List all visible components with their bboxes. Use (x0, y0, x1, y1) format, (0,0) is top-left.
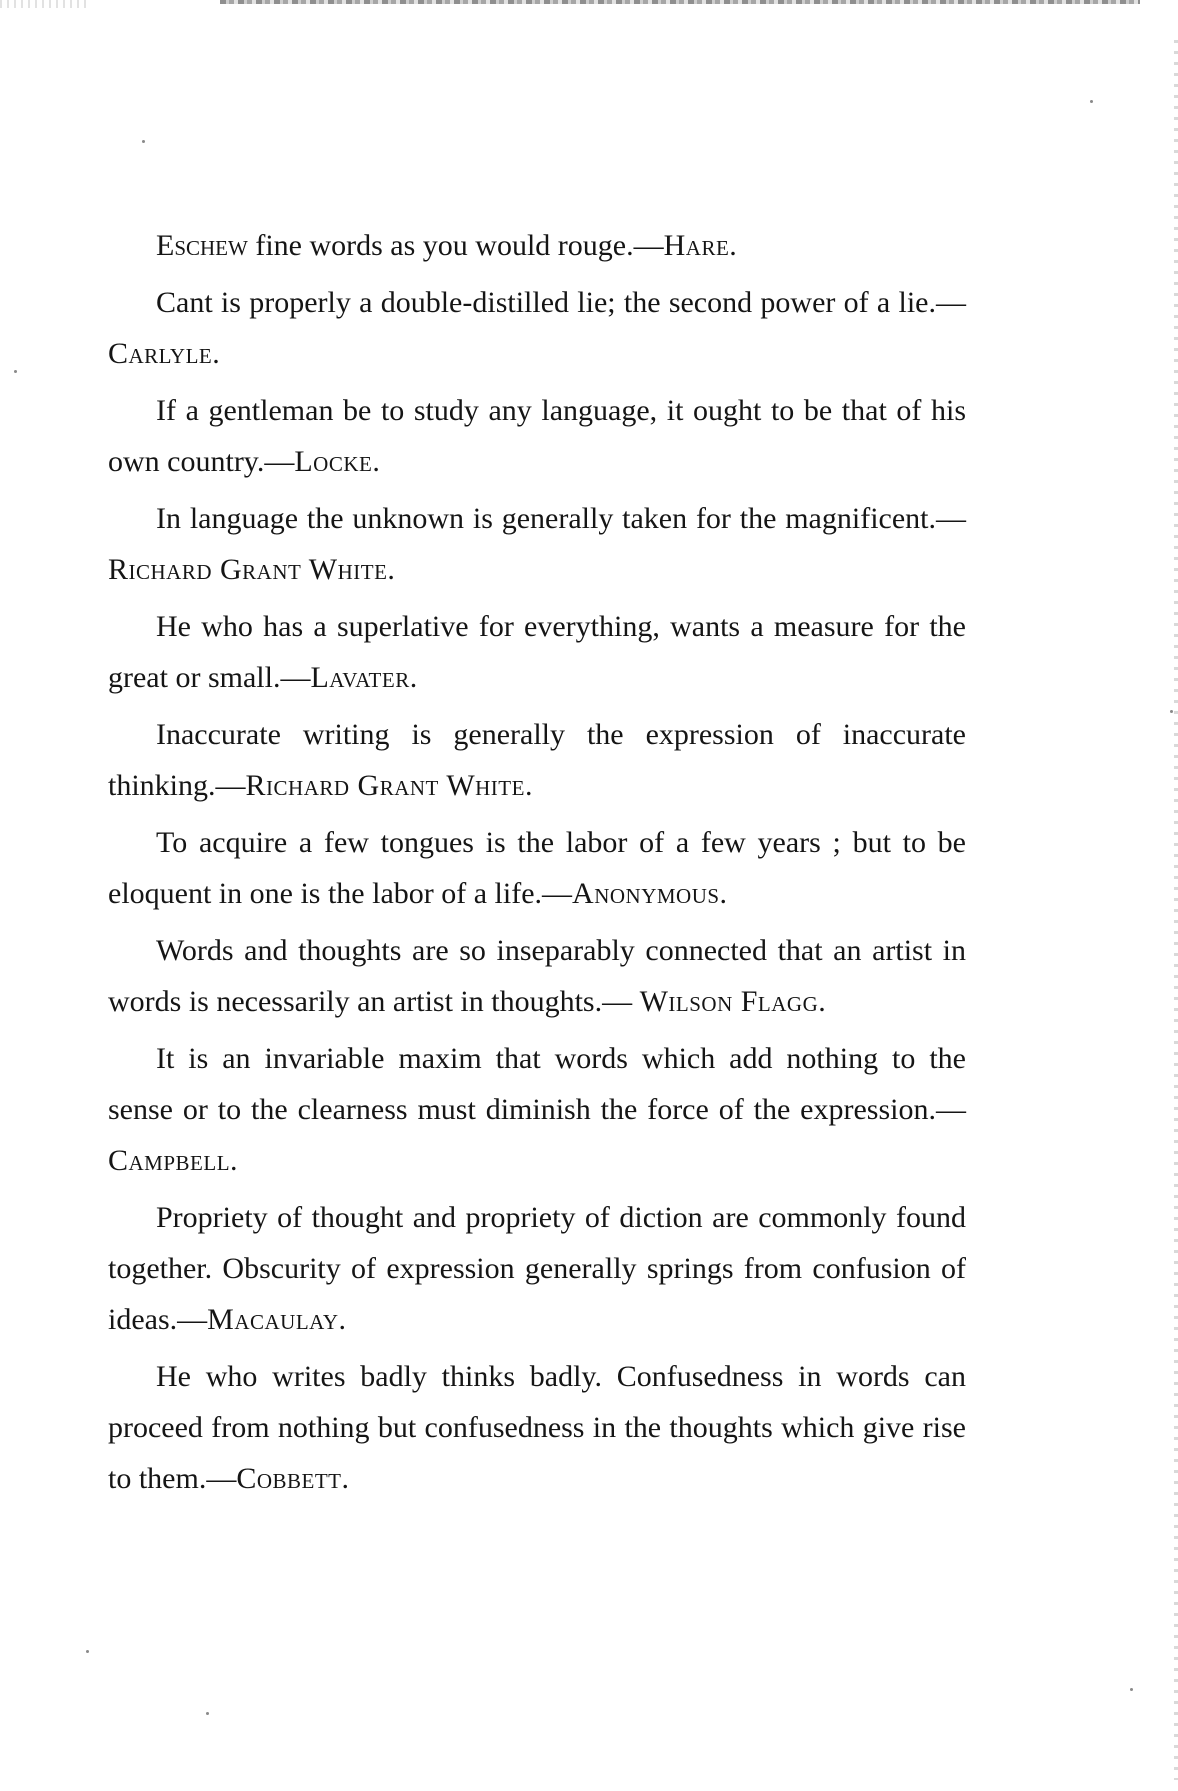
quote-paragraph (108, 925, 966, 1027)
quote-text: To acquire a few tongues is the labor of a few years ; but to be eloquent in one is the labor of a life.— (108, 826, 966, 910)
quote-author: Anonymous. (572, 877, 728, 910)
scan-speck (86, 1650, 89, 1653)
quote-text: If a gentleman be to study any language, it ought to be that of his own country.— (108, 394, 966, 478)
quote-text: Words and thoughts are so inseparably connected that an artist in words is necessarily an artist in thoughts.— (108, 934, 966, 1018)
quote-text: In language the unknown is generally taken for the magnificent.— (156, 502, 966, 535)
quote-paragraph (108, 493, 966, 595)
quotes-column (108, 220, 966, 1510)
quote-author: Campbell. (108, 1144, 239, 1177)
quote-paragraph (108, 277, 966, 379)
quote-paragraph (108, 1351, 966, 1504)
scan-right-edge (1174, 40, 1178, 1780)
scan-speck (1090, 100, 1093, 103)
quote-author: Locke. (294, 445, 381, 478)
quote-text: It is an invariable maxim that words which add nothing to the sense or to the clearness must diminish the force of the expression.— (108, 1042, 966, 1126)
scan-speck (1170, 710, 1173, 713)
quote-author: Richard Grant White. (245, 769, 533, 802)
quote-text: fine words as you would rouge.— (247, 229, 664, 262)
scan-top-edge (220, 0, 1140, 4)
quote-author: Wilson Flagg. (639, 985, 827, 1018)
quote-paragraph (108, 220, 966, 271)
scan-speck (206, 1712, 209, 1715)
quote-text: Cant is properly a double-distilled lie; the second power of a lie.— (156, 286, 966, 319)
quote-paragraph (108, 1033, 966, 1186)
quote-author: Hare. (663, 229, 738, 262)
quote-paragraph (108, 385, 966, 487)
scan-top-left-specks (0, 0, 90, 8)
quote-author: Cobbett. (236, 1462, 350, 1495)
scan-speck (14, 370, 17, 373)
scan-speck (142, 140, 145, 143)
quote-paragraph (108, 817, 966, 919)
quote-text: Propriety of thought and propriety of diction are commonly found together. Obscurity of expression generally springs from confusion of ideas.— (108, 1201, 966, 1336)
quote-text: He who writes badly thinks badly. Confusedness in words can proceed from nothing but confusedness in the thoughts which give rise to them.— (108, 1360, 966, 1495)
scan-speck (1130, 1688, 1133, 1691)
quote-text: Inaccurate writing is generally the expression of inaccurate thinking.— (108, 718, 966, 802)
quote-lead-word: Eschew (156, 229, 248, 262)
quote-author: Carlyle. (108, 337, 221, 370)
quote-text: He who has a superlative for everything, wants a measure for the great or small.— (108, 610, 966, 694)
quote-author: Richard Grant White. (108, 553, 396, 586)
quote-paragraph (108, 1192, 966, 1345)
quote-author: Lavater. (310, 661, 418, 694)
quote-author: Macaulay. (207, 1303, 347, 1336)
quote-paragraph (108, 709, 966, 811)
quote-paragraph (108, 601, 966, 703)
